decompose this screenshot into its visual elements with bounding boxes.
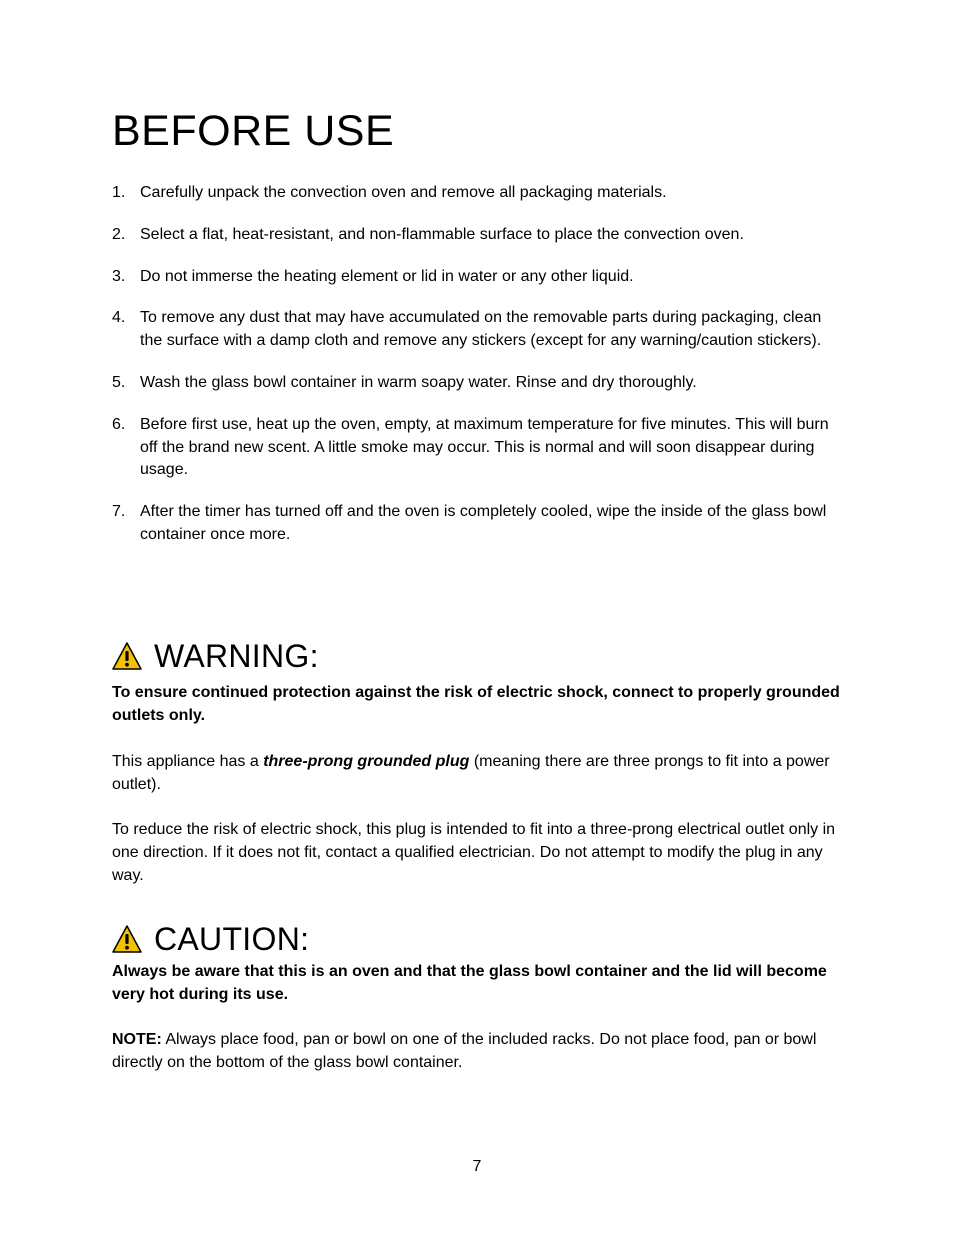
caution-heading — [112, 923, 309, 955]
list-item — [112, 501, 840, 547]
plug-emphasis: three-prong grounded plug — [263, 753, 470, 770]
plug-paragraph — [112, 751, 840, 797]
page-number: 7 — [472, 1158, 482, 1175]
list-item — [112, 414, 840, 482]
warning-label: WARNING: — [154, 638, 319, 674]
page-title: BEFORE USE — [112, 107, 395, 155]
step-text: Before first use, heat up the oven, empty, at maximum temperature for five minutes. This will burn off the brand new scent. A little smoke may occur. This is normal and will soon disappear during usage. — [140, 415, 829, 479]
warning-bold-text: To ensure continued protection against the risk of electric shock, connect to properly grounded outlets only. — [112, 684, 840, 724]
plug-prefix: This appliance has a — [112, 753, 264, 770]
step-number: 7. — [112, 503, 126, 521]
reduce-risk-paragraph: To reduce the risk of electric shock, this plug is intended to fit into a three-prong electrical outlet only in one direction. If it does not fit, contact a qualified electrician. Do not attempt to modify the plug in any way. — [112, 821, 836, 884]
caution-icon — [112, 925, 142, 953]
note-paragraph — [112, 1029, 840, 1075]
step-number: 3. — [112, 267, 126, 285]
step-text: Do not immerse the heating element or lid in water or any other liquid. — [140, 267, 634, 285]
step-number: 1. — [112, 184, 126, 201]
list-item — [112, 224, 840, 247]
step-number: 6. — [112, 415, 126, 433]
list-item — [112, 307, 840, 353]
step-text: After the timer has turned off and the oven is completely cooled, wipe the inside of the glass bowl container once more. — [140, 503, 827, 543]
list-item — [112, 372, 840, 395]
warning-icon — [112, 642, 142, 670]
step-number: 2. — [112, 225, 126, 243]
list-item — [112, 182, 840, 205]
step-text: Wash the glass bowl container in warm soapy water. Rinse and dry thoroughly. — [140, 373, 697, 391]
list-item — [112, 266, 840, 289]
note-text: Always place food, pan or bowl on one of the included racks. Do not place food, pan or bowl directly on the bottom of the glass bowl container. — [112, 1031, 817, 1071]
note-label: NOTE: — [112, 1031, 162, 1048]
step-number: 4. — [112, 309, 126, 327]
step-number: 5. — [112, 373, 126, 391]
step-text: Carefully unpack the convection oven and remove all packaging materials. — [140, 184, 667, 201]
caution-bold-text: Always be aware that this is an oven and that the glass bowl container and the lid will become very hot during its use. — [112, 963, 827, 1003]
plug-suffix: (meaning there are three prongs to fit into a power outlet). — [112, 753, 830, 793]
caution-label: CAUTION: — [154, 921, 310, 957]
warning-heading — [112, 640, 319, 672]
before-use-steps — [112, 182, 840, 566]
step-text: Select a flat, heat-resistant, and non-flammable surface to place the convection oven. — [140, 225, 744, 243]
step-text: To remove any dust that may have accumulated on the removable parts during packaging, clean the surface with a damp cloth and remove any stickers (except for any warning/caution stickers). — [140, 309, 822, 350]
